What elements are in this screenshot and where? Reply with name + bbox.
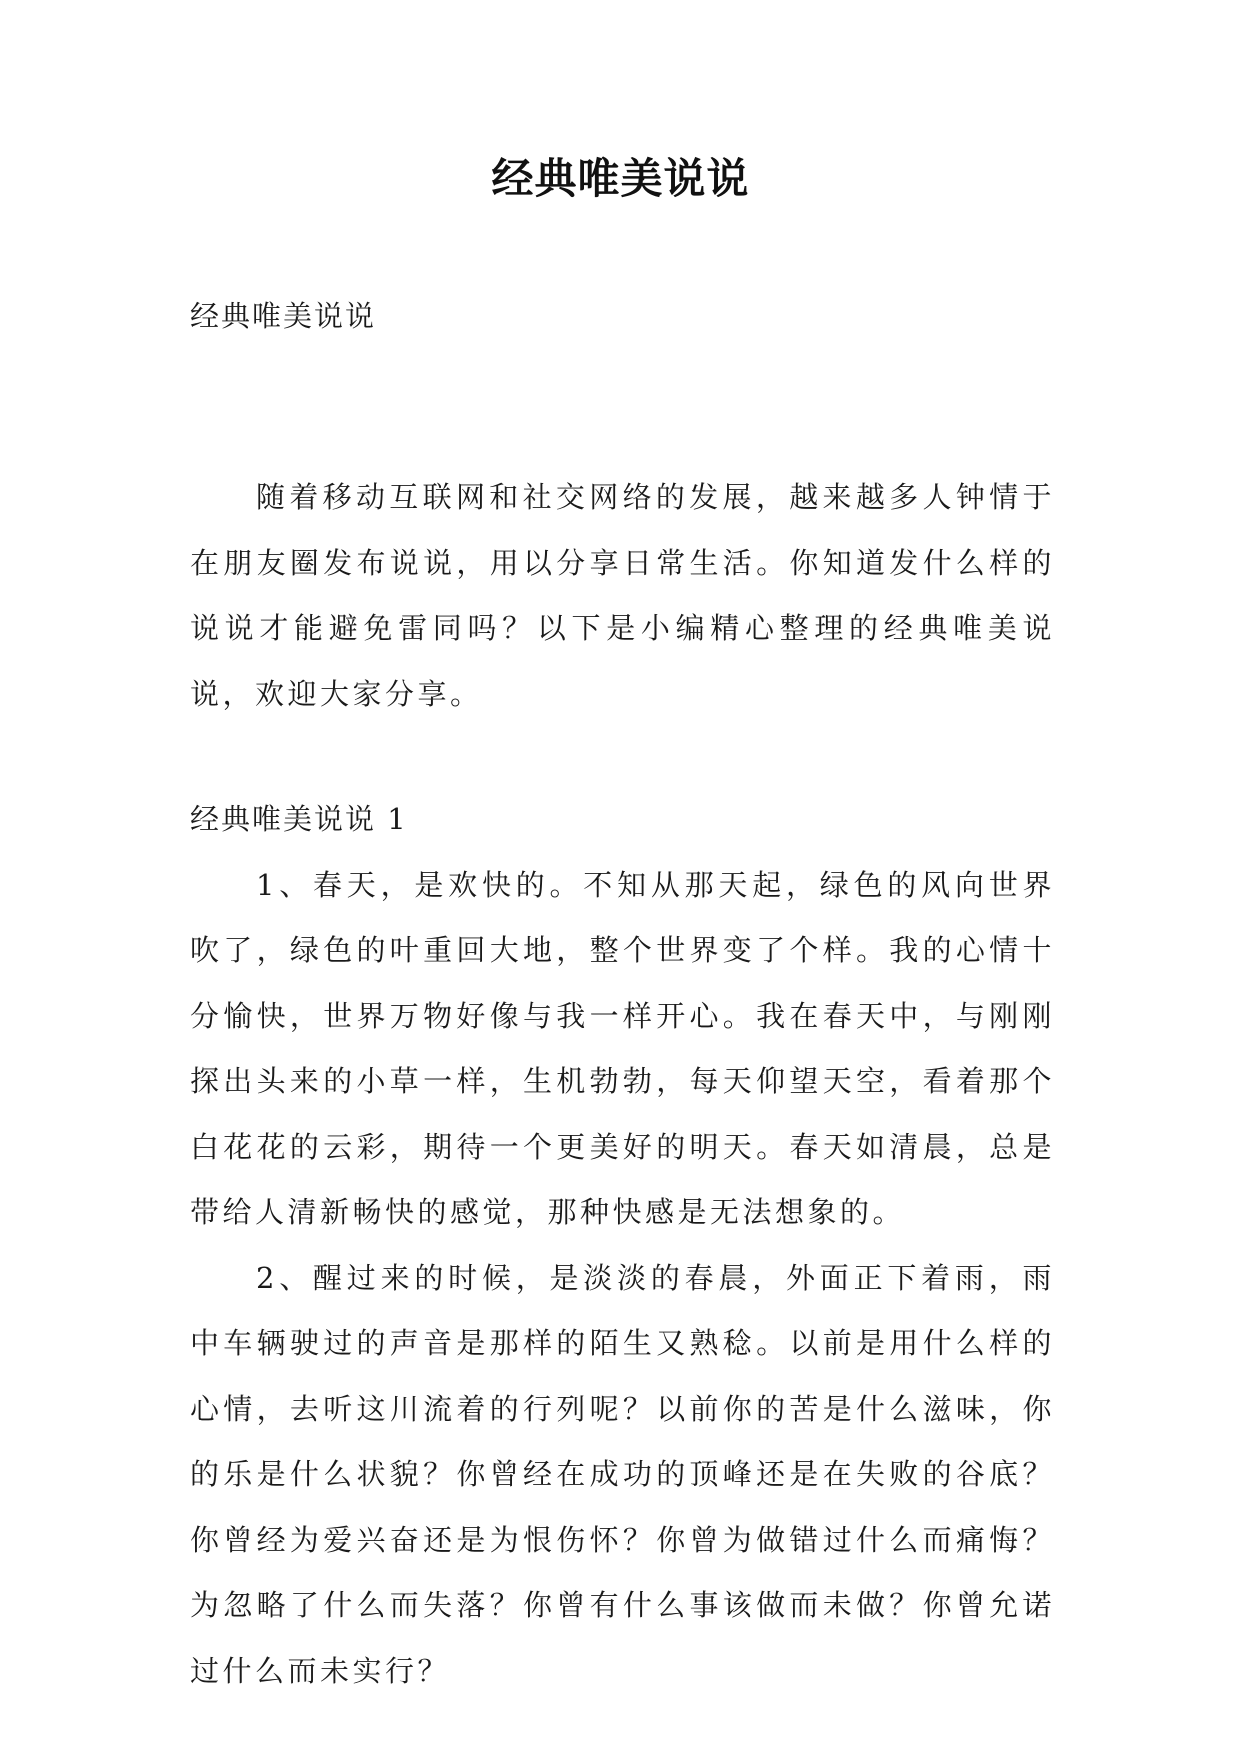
paragraph-2: 2、醒过来的时候，是淡淡的春晨，外面正下着雨，雨中车辆驶过的声音是那样的陌生又熟稔。以前是用什么样的心情，去听这川流着的行列呢？以前你的苦是什么滋味，你的乐是什么状貌？你曾经在成功的顶峰还是在失败的谷底？你曾经为爱兴奋还是为恨伤怀？你曾为做错过什么而痛悔？为忽略了什么而失落？你曾有什么事该做而未做？你曾允诺过什么而未实行？: [190, 1260, 1055, 1688]
intro-paragraph: 随着移动互联网和社交网络的发展，越来越多人钟情于在朋友圈发布说说，用以分享日常生活。你知道发什么样的说说才能避免雷同吗？以下是小编精心整理的经典唯美说说，欢迎大家分享。: [190, 480, 1055, 711]
section-heading: 经典唯美说说 1: [190, 802, 408, 836]
paragraph-1: 1、春天，是欢快的。不知从那天起，绿色的风向世界吹了，绿色的叶重回大地，整个世界变了个样。我的心情十分愉快，世界万物好像与我一样开心。我在春天中，与刚刚探出头来的小草一样，生机勃勃，每天仰望天空，看着那个白花花的云彩，期待一个更美好的明天。春天如清晨，总是带给人清新畅快的感觉，那种快感是无法想象的。: [190, 867, 1055, 1229]
document-body: [190, 465, 1055, 1704]
document-subtitle: 经典唯美说说: [190, 299, 377, 333]
document-title: 经典唯美说说: [491, 154, 750, 203]
